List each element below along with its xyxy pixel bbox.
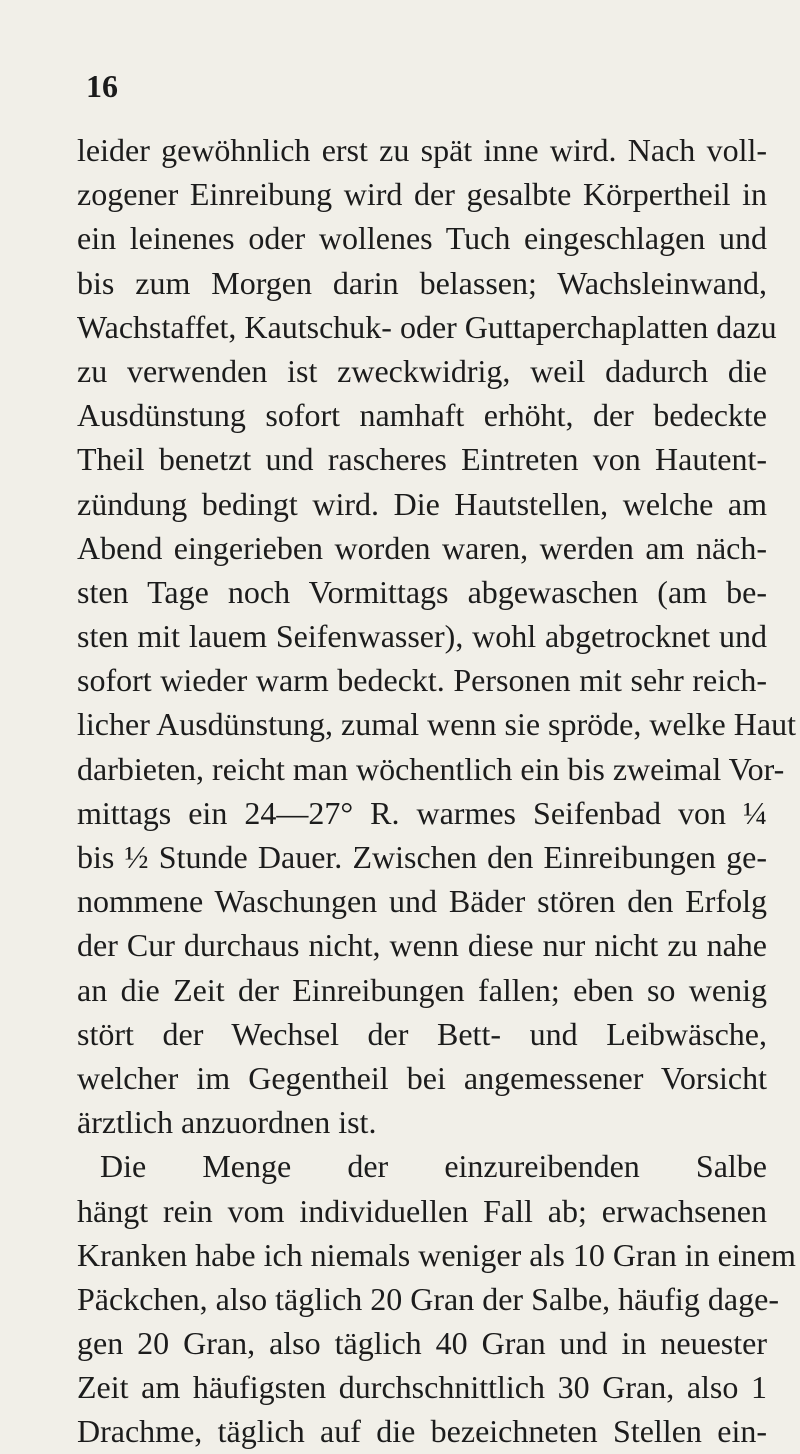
text-line: Drachme, täglich auf die bezeichneten Stellen ein- [77, 1413, 767, 1450]
text-line: sten Tage noch Vormittags abgewaschen (am be- [77, 573, 767, 610]
text-line: hängt rein vom individuellen Fall ab; erwachsenen [77, 1192, 767, 1229]
body-text [77, 128, 796, 1454]
text-line: gen 20 Gran, also täglich 40 Gran und in neuester [77, 1325, 767, 1362]
text-line: bis zum Morgen darin belassen; Wachsleinwand, [77, 264, 767, 301]
text-line: an die Zeit der Einreibungen fallen; eben so wenig [77, 971, 767, 1008]
text-line: nommene Waschungen und Bäder stören den Erfolg [77, 883, 767, 920]
text-line: sten mit lauem Seifenwasser), wohl abgetrocknet und [77, 618, 767, 655]
text-line: Abend eingerieben worden waren, werden am näch- [77, 529, 767, 566]
text-line: zündung bedingt wird. Die Hautstellen, welche am [77, 485, 767, 522]
text-line: darbieten, reicht man wöchentlich ein bis zweimal Vor- [77, 750, 785, 787]
text-line: Theil benetzt und rascheres Eintreten von Hautent- [77, 441, 767, 478]
text-line: zogener Einreibung wird der gesalbte Körpertheil in [77, 176, 767, 213]
text-line: Päckchen, also täglich 20 Gran der Salbe, häufig dage- [77, 1280, 779, 1317]
text-line: ärztlich anzuordnen ist. [77, 1104, 377, 1141]
text-line: welcher im Gegentheil bei angemessener Vorsicht [77, 1059, 767, 1096]
text-line: ein leinenes oder wollenes Tuch eingeschlagen und [77, 220, 767, 257]
page-number: 16 [86, 68, 118, 104]
text-line: Die Menge der einzureibenden Salbe [100, 1148, 767, 1185]
text-line: sofort wieder warm bedeckt. Personen mit sehr reich- [77, 662, 767, 699]
text-line: Kranken habe ich niemals weniger als 10 Gran in einem [77, 1236, 796, 1273]
text-line: Wachstaffet, Kautschuk- oder Guttaperchaplatten dazu [77, 308, 777, 345]
text-line: bis ½ Stunde Dauer. Zwischen den Einreibungen ge- [77, 839, 767, 875]
text-line: mittags ein 24—27° R. warmes Seifenbad von ¼ [77, 794, 767, 831]
text-line: Zeit am häufigsten durchschnittlich 30 Gran, also 1 [77, 1369, 767, 1406]
text-line: stört der Wechsel der Bett- und Leibwäsche, [77, 1015, 767, 1052]
text-line: der Cur durchaus nicht, wenn diese nur nicht zu nahe [77, 927, 767, 964]
text-line: licher Ausdünstung, zumal wenn sie spröde, welke Haut [77, 706, 796, 743]
text-line: leider gewöhnlich erst zu spät inne wird. Nach voll- [77, 132, 767, 168]
text-line: Ausdünstung sofort namhaft erhöht, der bedeckte [77, 397, 767, 434]
text-line: zu verwenden ist zweckwidrig, weil dadurch die [77, 352, 767, 389]
